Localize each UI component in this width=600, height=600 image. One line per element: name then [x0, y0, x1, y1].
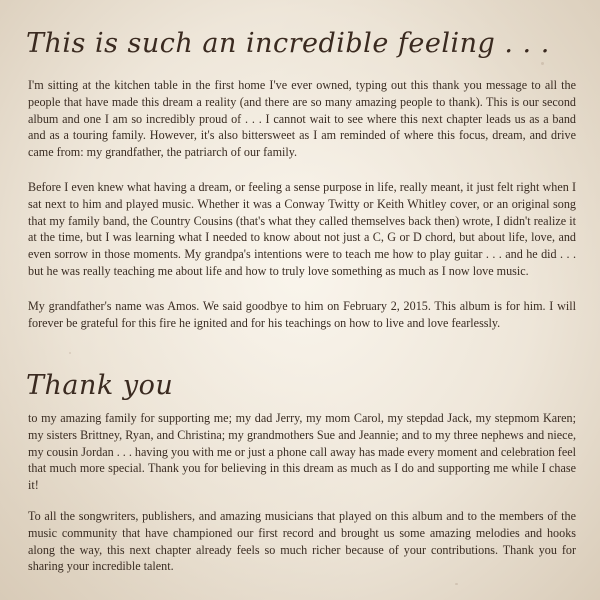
paper-speck — [69, 352, 71, 354]
thanks-heading: Thank you — [26, 370, 174, 401]
thanks-paragraph-family: to my amazing family for supporting me; my dad Jerry, my mom Carol, my stepdad Jack, my stepmom Karen; my sisters Brittney, Ryan, and Christina; my grandmothers Sue and Jeannie; and to my three nephews and niece, my cousin Jordan . . . having you with me or just a phone call away has made every moment and celebration feel that much more special. Thank you for believing in this dream as much as I do and supporting me while I chase it! — [28, 411, 576, 493]
paper-speck — [455, 583, 458, 585]
intro-paragraph-grandfather-music: Before I even knew what having a dream, or feeling a sense purpose in life, really meant, it just felt right when I sat next to him and played music. Whether it was a Conway Twitty or Keith Whitley cover, or an original song that my family band, the Country Cousins (that's what they called themselves back then) wrote, I didn't realize it at the time, but I was learning what I needed to know about not just a C, G or D chord, but about life, love, and even sorrow in those moments. My grandpa's intentions were to teach me how to play guitar . . . and he did . . . but he was really teaching me about life and how to truly love something as much as I now love music. — [28, 180, 576, 278]
intro-paragraph-home: I'm sitting at the kitchen table in the first home I've ever owned, typing out this thank you message to all the people that have made this dream a reality (and there are so many amazing people to thank). This is our second album and one I am so incredibly proud of . . . I cannot wait to see where this next chapter leads us as a band and as a touring family. However, it's also bittersweet as I am reminded of where this focus, dream, and drive came from: my grandfather, the patriarch of our family. — [28, 78, 576, 160]
paper-speck — [541, 62, 544, 65]
intro-paragraph-amos: My grandfather's name was Amos. We said goodbye to him on February 2, 2015. This album is for him. I will forever be grateful for this fire he ignited and for his teachings on how to live and love fearlessly. — [28, 299, 576, 330]
intro-heading: This is such an incredible feeling . . . — [26, 28, 550, 59]
thanks-paragraph-songwriters: To all the songwriters, publishers, and amazing musicians that played on this album and to the members of the music community that have championed our first record and brought us some amazing melodies and hooks along the way, this next chapter already feels so much richer because of your contributions. Thank you for sharing your incredible talent. — [28, 509, 576, 574]
